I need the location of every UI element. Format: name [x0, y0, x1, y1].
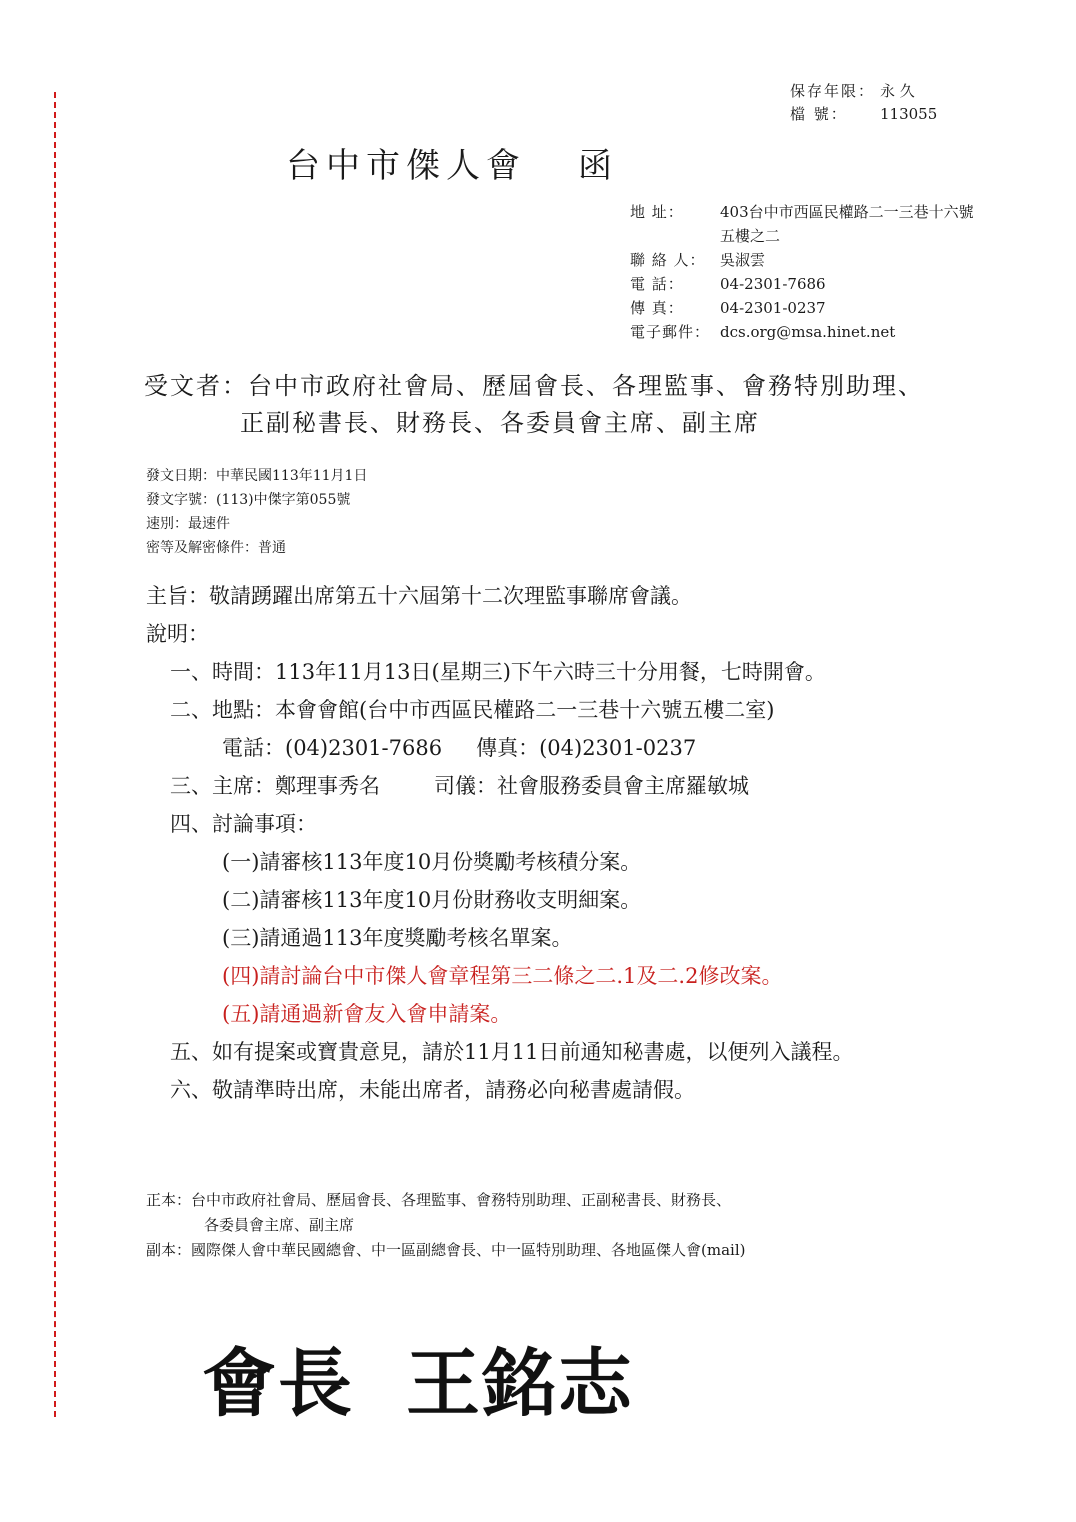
address-row	[630, 200, 974, 224]
signature-title: 會長	[202, 1341, 354, 1427]
contact-person-label: 聯 絡 人：	[630, 251, 706, 269]
subject: 主旨：敬請踴躍出席第五十六屆第十二次理監事聯席會議。	[146, 584, 692, 608]
delivery-speed: 速別：最速件	[146, 516, 230, 532]
issue-date: 發文日期：中華民國113年11月1日	[146, 468, 368, 484]
phone-label: 電 話：	[630, 275, 684, 293]
item-chair	[146, 767, 853, 805]
distribution-block	[146, 1188, 745, 1263]
contact-person-value: 吳淑雲	[720, 251, 766, 269]
item-location-contact	[146, 729, 853, 767]
chair: 三、主席：鄭理事秀名	[170, 774, 380, 798]
phone-row	[630, 272, 974, 296]
letter-body	[146, 577, 853, 1109]
document-title	[286, 138, 618, 187]
retention-block	[790, 80, 937, 126]
email-row	[630, 320, 974, 344]
retention-period-value: 永 久	[880, 82, 915, 100]
explanation-label: 說明：	[146, 622, 209, 646]
item-time: 一、時間：113年11月13日(星期三)下午六時三十分用餐，七時開會。	[170, 660, 826, 684]
fax-row	[630, 296, 974, 320]
agenda-item-4: (四)請討論台中市傑人會章程第三二條之二.1及二.2修改案。	[222, 964, 783, 988]
agenda-item-5: (五)請通過新會友入會申請案。	[222, 1002, 512, 1026]
mc: 司儀：社會服務委員會主席羅敏城	[434, 774, 749, 798]
recipient-block	[144, 368, 924, 442]
retention-period	[790, 80, 937, 103]
issue-number: 發文字號：(113)中傑字第055號	[146, 492, 351, 508]
fax-value: 04-2301-0237	[720, 299, 826, 317]
contact-block	[630, 200, 974, 344]
copy-recipients: 副本：國際傑人會中華民國總會、中一區副總會長、中一區特別助理、各地區傑人會(mail)	[146, 1241, 746, 1259]
item-proposals: 五、如有提案或寶貴意見，請於11月11日前通知秘書處，以便列入議程。	[170, 1040, 854, 1064]
item-attendance: 六、敬請準時出席，未能出席者，請務必向秘書處請假。	[170, 1078, 695, 1102]
email-label: 電子郵件：	[630, 323, 711, 341]
recipient-line2: 正副秘書長、財務長、各委員會主席、副主席	[240, 409, 760, 437]
issue-meta	[146, 464, 367, 560]
doc-type: 函	[578, 146, 618, 186]
item-agenda: 四、討論事項：	[170, 812, 317, 836]
location-phone: 電話：(04)2301-7686	[222, 736, 443, 760]
original-recipients-line2: 各委員會主席、副主席	[204, 1216, 355, 1234]
contact-person-row	[630, 248, 974, 272]
phone-value: 04-2301-7686	[720, 275, 826, 293]
agenda-item-3: (三)請通過113年度獎勵考核名單案。	[222, 926, 573, 950]
binding-line	[54, 92, 56, 1417]
item-location: 二、地點：本會會館(台中市西區民權路二一三巷十六號五樓二室)	[170, 698, 775, 722]
signature	[202, 1325, 634, 1431]
file-number-label: 檔 號：	[790, 105, 848, 123]
file-number	[790, 103, 937, 126]
signature-name: 王銘志	[406, 1341, 634, 1427]
agenda-item-1: (一)請審核113年度10月份獎勵考核積分案。	[222, 850, 642, 874]
original-recipients-line1: 正本：台中市政府社會局、歷屆會長、各理監事、會務特別助理、正副秘書長、財務長、	[146, 1191, 732, 1209]
file-number-value: 113055	[880, 105, 938, 123]
secrecy-level: 密等及解密條件：普通	[146, 540, 286, 556]
address-line2: 五樓之二	[720, 227, 781, 245]
org-name: 台中市傑人會	[286, 146, 526, 186]
address-label: 地 址：	[630, 203, 684, 221]
email-value: dcs.org@msa.hinet.net	[720, 323, 896, 341]
retention-period-label: 保存年限：	[790, 82, 876, 100]
location-fax: 傳真：(04)2301-0237	[476, 736, 697, 760]
agenda-item-2: (二)請審核113年度10月份財務收支明細案。	[222, 888, 642, 912]
address-line1: 403台中市西區民權路二一三巷十六號	[720, 203, 974, 221]
fax-label: 傳 真：	[630, 299, 684, 317]
recipient-line1: 受文者：台中市政府社會局、歷屆會長、各理監事、會務特別助理、	[144, 372, 924, 400]
